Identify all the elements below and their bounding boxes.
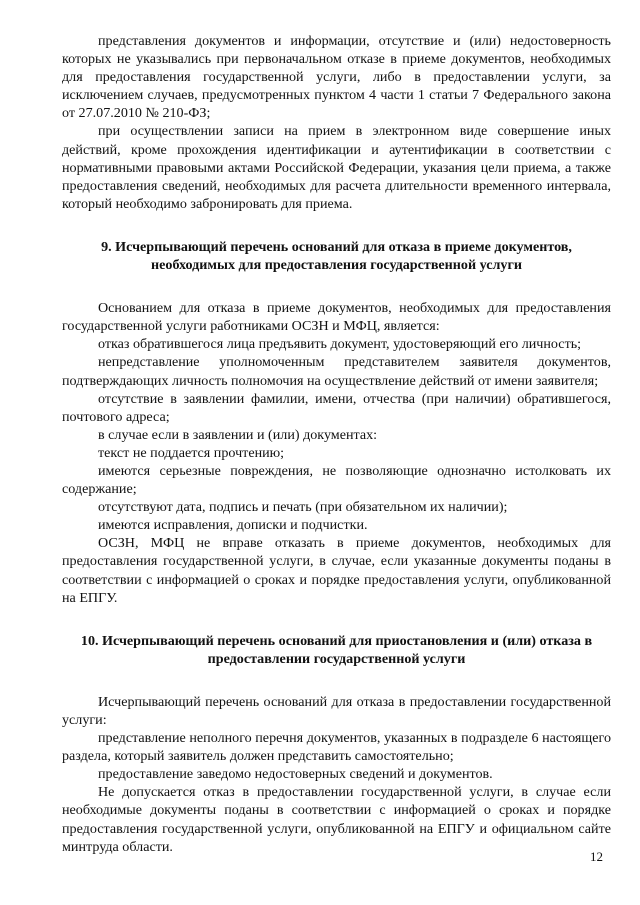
- paragraph: Не допускается отказ в предоставлении государственной услуги, в случае если необходимые документы поданы в соответствии с информацией о сроках и порядке предоставления государственной услуги, опубликованной на ЕПГУ и официальном сайте минтруда области.: [62, 784, 611, 855]
- section-9-heading: 9. Исчерпывающий перечень оснований для отказа в приеме документов, необходимых для предоставления государственной услуги: [101, 238, 572, 274]
- page-content: [62, 32, 611, 856]
- paragraph: имеются исправления, дописки и подчистки.: [98, 517, 368, 534]
- paragraph: Исчерпывающий перечень оснований для отказа в предоставлении государственной услуги:: [62, 693, 611, 728]
- paragraph: ОСЗН, МФЦ не вправе отказать в приеме документов, необходимых для предоставления государственной услуги, в случае, если указанные документы поданы в соответствии с информацией о сроках и порядке предоставления услуги, опубликованной на ЕПГУ.: [62, 535, 611, 606]
- paragraph: в случае если в заявлении и (или) документах:: [98, 426, 378, 443]
- paragraph: текст не поддается прочтению;: [98, 444, 285, 461]
- section-10-heading: 10. Исчерпывающий перечень оснований для приостановления и (или) отказа в предоставлении государственной услуги: [80, 632, 593, 667]
- paragraph: Основанием для отказа в приеме документов, необходимых для предоставления государственной услуги работниками ОСЗН и МФЦ, является:: [62, 300, 611, 335]
- paragraph: при осуществлении записи на прием в электронном виде совершение иных действий, кроме прохождения идентификации и аутентификации в соответствии с нормативными правовыми актами Российской Федерации, указания цели приема, а также предоставления сведений, необходимых для расчета длительности временного интервала, который необходимо забронировать для приема.: [62, 123, 611, 212]
- page-number: 12: [590, 849, 603, 864]
- paragraph: представление неполного перечня документов, указанных в подразделе 6 настоящего раздела, который заявитель должен представить самостоятельно;: [62, 730, 611, 765]
- paragraph: непредставление уполномоченным представителем заявителя документов, подтверждающих личность полномочия на осуществление действий от имени заявителя;: [62, 354, 611, 389]
- paragraph: отсутствие в заявлении фамилии, имени, отчества (при наличии) обратившегося, почтового адреса;: [62, 390, 611, 425]
- paragraph: имеются серьезные повреждения, не позволяющие однозначно истолковать их содержание;: [62, 462, 611, 498]
- paragraph: представления документов и информации, отсутствие и (или) недостоверность которых не указывались при первоначальном отказе в приеме документов, необходимых для предоставления государственной услуги, либо в предоставлении услуги, за исключением случаев, предусмотренных пунктом 4 части 1 статьи 7 Федерального закона от 27.07.2010 № 210-ФЗ;: [62, 33, 611, 122]
- paragraph: отсутствуют дата, подпись и печать (при обязательном их наличии);: [98, 499, 508, 516]
- paragraph: отказ обратившегося лица предъявить документ, удостоверяющий его личность;: [98, 336, 582, 353]
- paragraph: предоставление заведомо недостоверных сведений и документов.: [98, 766, 493, 783]
